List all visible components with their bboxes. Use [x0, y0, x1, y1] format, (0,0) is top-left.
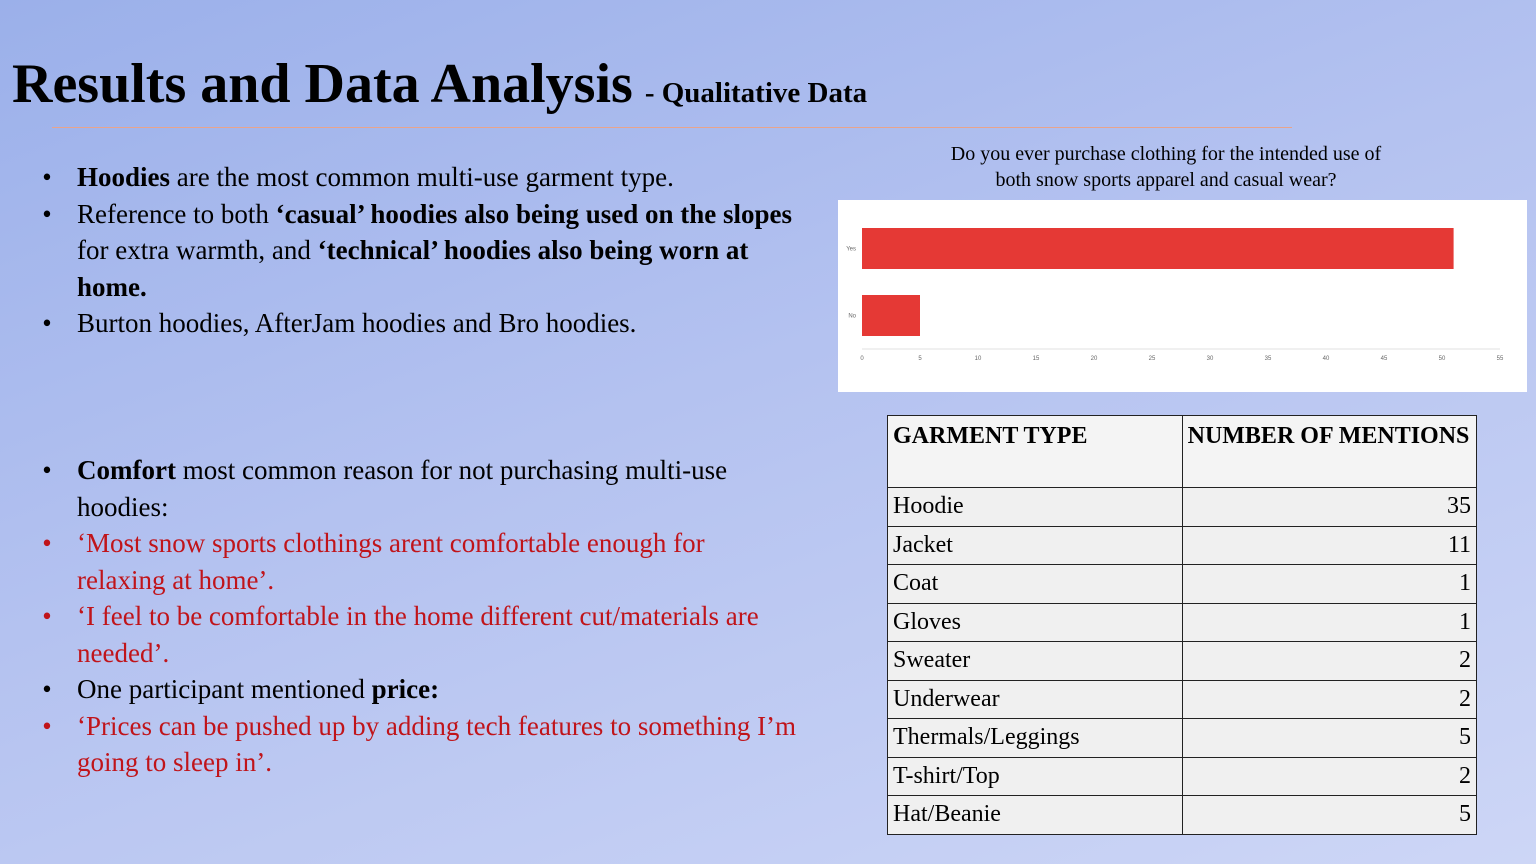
- x-tick-label: 30: [1206, 356, 1214, 362]
- bullet-dot: •: [42, 308, 52, 338]
- cell-mention-count: 2: [1182, 680, 1476, 719]
- bullet-text-bold: ‘technical’ hoodies also being worn at home.: [77, 235, 749, 302]
- table-row: [888, 680, 1477, 719]
- x-tick-label: 25: [1148, 356, 1156, 362]
- garment-table: [887, 415, 1477, 835]
- x-tick-label: 0: [860, 356, 864, 362]
- bullet-dot: •: [42, 162, 52, 192]
- bullet-dot: •: [42, 455, 52, 485]
- table-row: [888, 526, 1477, 565]
- bullet-item: [37, 598, 797, 671]
- bullet-text: One participant mentioned: [77, 674, 372, 704]
- x-tick-label: 20: [1090, 356, 1098, 362]
- bullet-dot: •: [42, 601, 52, 631]
- bullet-text: Reference to both: [77, 198, 276, 229]
- table-row: [888, 565, 1477, 604]
- bullet-item: [37, 305, 797, 342]
- x-tick-label: 5: [918, 356, 922, 362]
- cell-mention-count: 1: [1182, 565, 1476, 604]
- header-number-of-mentions: NUMBER OF MENTIONS: [1182, 416, 1476, 488]
- cell-mention-count: 1: [1182, 603, 1476, 642]
- x-tick-label: 55: [1496, 356, 1504, 362]
- bullet-dot: •: [42, 198, 52, 229]
- x-tick-label: 40: [1322, 356, 1330, 362]
- cell-garment-type: Jacket: [888, 526, 1183, 565]
- bullet-text: ‘Most snow sports clothings arent comfortable enough for relaxing at home’.: [77, 528, 705, 595]
- slide-title: [12, 52, 867, 116]
- bullet-item: [37, 671, 797, 708]
- cell-garment-type: Gloves: [888, 603, 1183, 642]
- bullet-text-bold: price:: [371, 674, 440, 704]
- cell-garment-type: T-shirt/Top: [888, 757, 1183, 796]
- x-tick-label: 15: [1032, 356, 1040, 362]
- bullet-text-bold: ‘casual’ hoodies also being used on the slopes: [275, 198, 793, 229]
- chart-title-line-1: Do you ever purchase clothing for the intended use of: [950, 143, 1382, 165]
- bullet-item: [37, 525, 797, 598]
- x-tick-label: 35: [1264, 356, 1272, 362]
- title-divider: [52, 127, 1292, 128]
- table-row: [888, 796, 1477, 835]
- bullet-item: [37, 196, 797, 306]
- cell-garment-type: Thermals/Leggings: [888, 719, 1183, 758]
- bar-yes: [862, 228, 1454, 269]
- bullet-text: ‘Prices can be pushed up by adding tech features to something I’m going to sleep in’.: [77, 710, 797, 777]
- table-header-row: [888, 416, 1477, 488]
- cell-garment-type: Sweater: [888, 642, 1183, 681]
- cell-garment-type: Underwear: [888, 680, 1183, 719]
- bullet-item: [37, 452, 797, 525]
- cell-mention-count: 5: [1182, 796, 1476, 835]
- cell-mention-count: 35: [1182, 488, 1476, 527]
- table-row: [888, 719, 1477, 758]
- bullet-list-findings: [37, 159, 797, 342]
- bullet-text: most common reason for not purchasing multi-use hoodies:: [77, 455, 728, 522]
- bullet-list-reasons: [37, 452, 797, 781]
- header-garment-type: GARMENT TYPE: [888, 416, 1183, 488]
- table-row: [888, 642, 1477, 681]
- bullet-text: ‘I feel to be comfortable in the home different cut/materials are needed’.: [77, 601, 759, 668]
- bullet-dot: •: [42, 528, 52, 558]
- bullet-dot: •: [42, 674, 52, 704]
- x-tick-label: 50: [1438, 356, 1446, 362]
- table-row: [888, 488, 1477, 527]
- cell-mention-count: 11: [1182, 526, 1476, 565]
- title-subtitle: - Qualitative Data: [644, 77, 868, 109]
- title-main: Results and Data Analysis: [12, 53, 633, 115]
- table-row: [888, 757, 1477, 796]
- cell-garment-type: Coat: [888, 565, 1183, 604]
- bullet-text: Burton hoodies, AfterJam hoodies and Bro hoodies.: [77, 308, 637, 338]
- table-row: [888, 603, 1477, 642]
- cell-mention-count: 2: [1182, 642, 1476, 681]
- bullet-text: for extra warmth, and: [77, 235, 318, 265]
- chart-title: [838, 141, 1494, 193]
- category-label: Yes: [846, 246, 856, 253]
- x-tick-label: 45: [1380, 356, 1388, 362]
- bar-no: [862, 295, 920, 336]
- bullet-item: [37, 159, 797, 196]
- bullet-item: [37, 708, 797, 781]
- category-label: No: [848, 313, 856, 320]
- bar-chart: [838, 200, 1527, 392]
- bullet-text-bold: Hoodies: [77, 162, 171, 192]
- bullet-text-bold: Comfort: [77, 455, 176, 485]
- bar-chart-svg: [838, 200, 1527, 392]
- bullet-dot: •: [42, 710, 52, 741]
- cell-mention-count: 2: [1182, 757, 1476, 796]
- bullet-text: are the most common multi-use garment type.: [170, 162, 674, 192]
- cell-garment-type: Hat/Beanie: [888, 796, 1183, 835]
- x-tick-label: 10: [974, 356, 982, 362]
- cell-garment-type: Hoodie: [888, 488, 1183, 527]
- cell-mention-count: 5: [1182, 719, 1476, 758]
- chart-title-line-2: both snow sports apparel and casual wear?: [995, 169, 1337, 191]
